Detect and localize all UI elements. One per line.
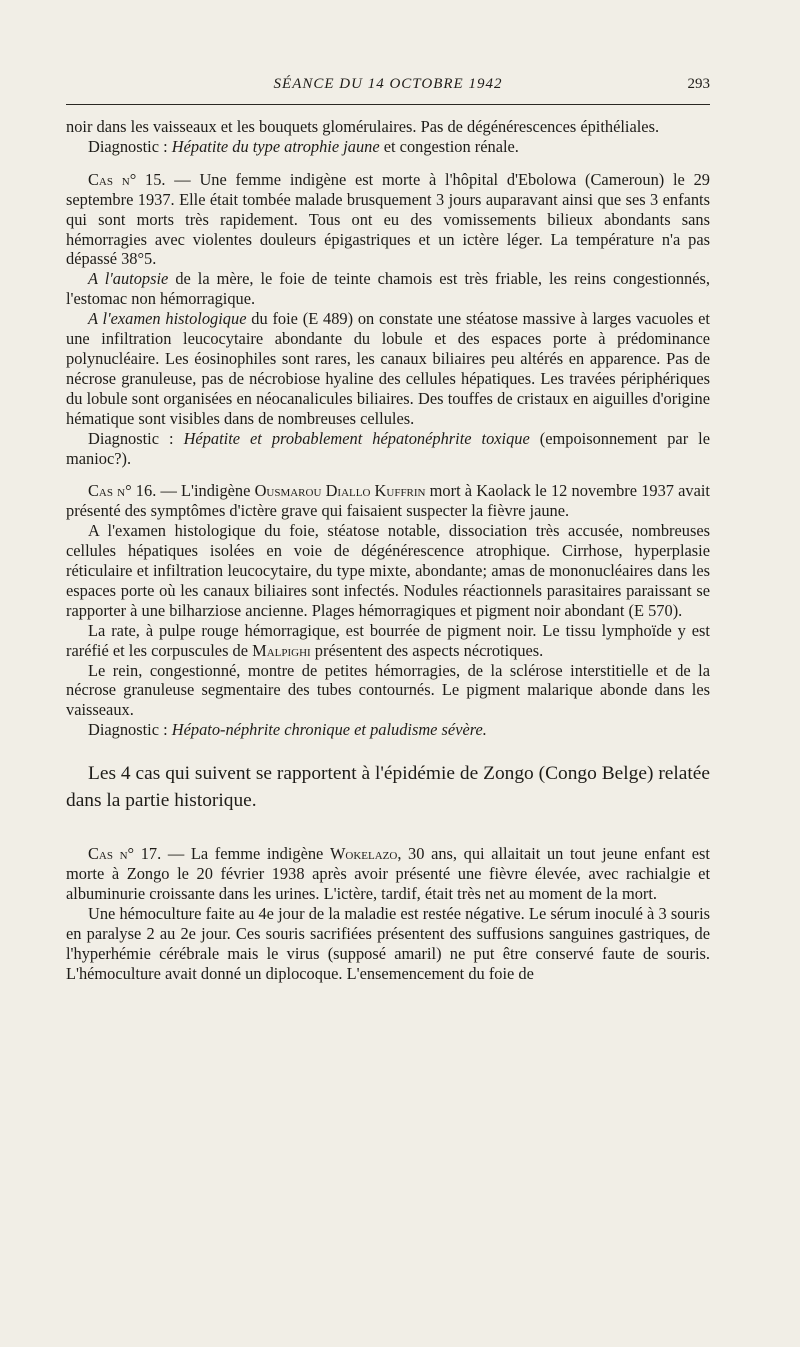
case-heading: Cas n° 17. — [88, 844, 162, 864]
diagnostic-text: Hépatite et probablement hépatonéphrite toxique — [183, 428, 530, 448]
spacer — [66, 814, 710, 844]
spacer — [66, 157, 710, 170]
spacer — [66, 740, 710, 760]
page-header — [66, 76, 710, 98]
paragraph-case-17 — [66, 844, 710, 904]
diagnostic-text: Hépato-néphrite chronique et paludisme sévère. — [171, 720, 487, 740]
paragraph-spleen — [66, 621, 710, 661]
paragraph-continuation: noir dans les vaisseaux et les bouquets glomérulaires. Pas de dégénérescences épithéliales. — [66, 117, 660, 136]
running-title: SÉANCE DU 14 OCTOBRE 1942 — [273, 76, 503, 92]
paragraph-histology — [66, 309, 710, 428]
paragraph-histology-16: A l'examen histologique du foie, stéatose notable, dissociation très accusée, nombreuses cellules hépatiques isolées en voie de dégénérescence atrophique. Cirrhose, hyperplasie réticulaire et infiltration leucocytaire, du type mixte, abondante; amas de mononucléaires dans les espaces porte où les canaux biliaires sont infectés. Nodules réactionnels parasitaires paraissant se rapporter à une bilharziose ancienne. Plages hémorragiques et pigment noir abondant (E 570). — [66, 521, 710, 620]
paragraph-diagnostic-16 — [66, 720, 710, 740]
spleen-text: La rate, à pulpe rouge hémorragique, est bourrée de pigment noir. Le tissu lymphoïde y est raréfié et les corpuscules de — [66, 620, 710, 660]
patient-name: Wokelazo — [329, 844, 398, 864]
paragraph-case-16 — [66, 481, 710, 521]
case-dash: — L'indigène — [156, 481, 255, 501]
case-text: — Une femme indigène est morte à l'hôpital d'Ebolowa (Cameroun) le 29 septembre 1937. Elle était tombée malade brusquement 3 jours auparavant ainsi que ses 3 enfants qui sont morts très rapidement. Tous ont eu des vomissements bilieux abondants sans hémorragies avec violentes douleurs épigastriques et un ictère léger. La température n'a pas dépassé 38°5. — [66, 169, 710, 269]
paragraph-diagnostic-14 — [66, 137, 710, 157]
case-text: mort à Kaolack le 12 novembre 1937 avait présenté des symptômes d'ictère grave qui faisaient suspecter la fièvre jaune. — [66, 481, 710, 521]
diagnostic-label: Diagnostic : — [88, 136, 172, 156]
author-name: Malpighi — [252, 640, 311, 660]
histology-label: A l'examen histologique — [88, 309, 247, 329]
histology-text: du foie (E 489) on constate une stéatose massive à larges vacuoles et une infiltration leucocytaire abondante du lobule et des espaces porte à prédominance polynucléaire. Les éosinophiles sont rares, les canaux biliaires peu altérés en apparence. Pas de nécrose granuleuse, pas de nécrobiose hyaline des cellules hépatiques. Les travées périphériques du lobule sont organisées en néocanalicules biliaires. Des touffes de cristaux en aiguilles d'origine hématique sont visibles dans de nombreuses cellules. — [66, 309, 710, 428]
paragraph-diagnostic-15 — [66, 429, 710, 469]
autopsy-label: A l'autopsie — [88, 269, 169, 289]
autopsy-text: de la mère, le foie de teinte chamois est très friable, les reins congestionnés, l'estomac non hémorragique. — [66, 269, 710, 309]
case-heading: Cas n° 16. — [88, 481, 157, 501]
diagnostic-label: Diagnostic : — [88, 720, 172, 740]
header-rule — [66, 104, 710, 105]
case-text: , 30 ans, qui allaitait un tout jeune enfant est morte à Zongo le 20 février 1938 après avoir présenté une fièvre élevée, avec rachialgie et albuminurie croissante dans les urines. L'ictère, tardif, était très net au moment de la mort. — [66, 844, 710, 903]
diagnostic-suffix: et congestion rénale. — [379, 136, 519, 156]
patient-name: Ousmarou Diallo Kuffrin — [254, 481, 426, 501]
diagnostic-label: Diagnostic : — [88, 428, 184, 448]
diagnostic-text: Hépatite du type atrophie jaune — [171, 136, 380, 156]
paragraph-case-15 — [66, 170, 710, 270]
case-dash: — La femme indigène — [161, 844, 330, 864]
diagnostic-suffix: (empoisonnement par le manioc?). — [66, 428, 710, 468]
paragraph-kidney: Le rein, congestionné, montre de petites hémorragies, de la sclérose interstitielle et de la nécrose granuleuse segmentaire des tubes contournés. Le pigment malarique abonde dans les vaisseaux. — [66, 660, 710, 720]
paragraph-autopsy — [66, 269, 710, 309]
paragraph-lead-zongo: Les 4 cas qui suivent se rapportent à l'épidémie de Zongo (Congo Belge) relatée dans la partie historique. — [66, 763, 710, 812]
page-number: 293 — [687, 76, 710, 92]
spleen-text-end: présentent des aspects nécrotiques. — [310, 640, 544, 660]
document-body — [66, 117, 710, 984]
paragraph-hemoculture: Une hémoculture faite au 4e jour de la maladie est restée négative. Le sérum inoculé à 3 souris en paralyse 2 au 2e jour. Ces souris sacrifiées présentent des suffusions sanguines gastriques, de l'hyperhémie cérébrale mais le virus (supposé amaril) ne put être conservé faute de souris. L'hémoculture avait donné un diplocoque. L'ensemencement du foie de — [66, 903, 710, 983]
spacer — [66, 468, 710, 481]
case-heading: Cas n° 15. — [88, 169, 166, 189]
